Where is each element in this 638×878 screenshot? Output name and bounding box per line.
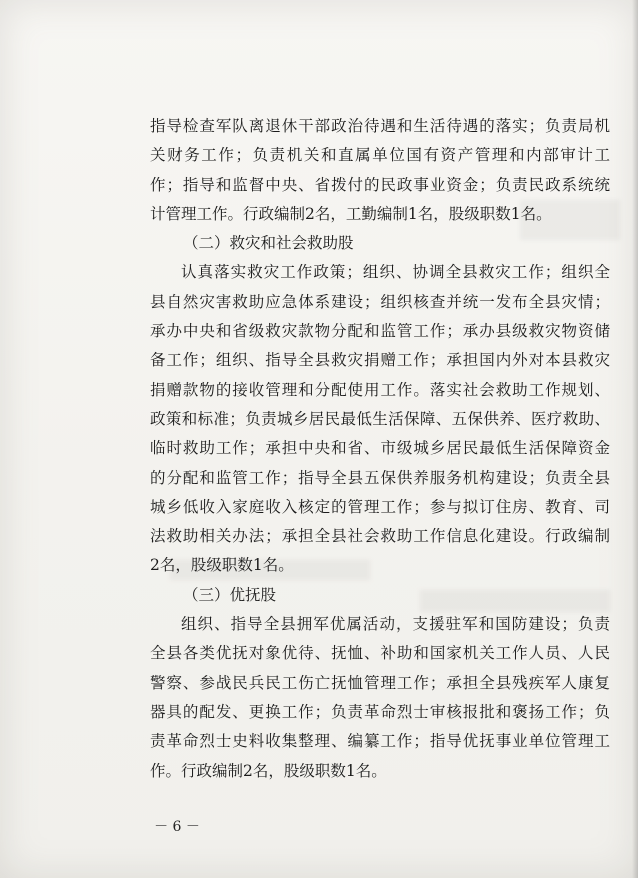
para3-line-2: 全县各类优抚对象优待、抚恤、补助和国家机关工作人员、人民 <box>150 644 610 663</box>
para3-line-6: 作。行政编制2名，股级职数1名。 <box>150 761 387 780</box>
para1-line-2: 关财务工作；负责机关和直属单位国有资产管理和内部审计工 <box>150 146 610 165</box>
para2-line-10: 法救助相关办法；承担全县社会救助工作信息化建设。行政编制 <box>150 527 610 546</box>
para2-line-11: 2名，股级职数1名。 <box>150 556 294 575</box>
section-heading-disaster-relief: （二）救灾和社会救助股 <box>183 234 354 253</box>
para3-line-5: 责革命烈士史料收集整理、编纂工作；指导优抚事业单位管理工 <box>150 732 610 751</box>
para2-line-2: 县自然灾害救助应急体系建设；组织核查并统一发布全县灾情； <box>150 292 610 311</box>
para1-line-4: 计管理工作。行政编制2名，工勤编制1名，股级职数1名。 <box>150 204 552 223</box>
para2-line-5: 捐赠款物的接收管理和分配使用工作。落实社会救助工作规划、 <box>150 380 610 399</box>
body-text <box>150 112 610 786</box>
para1-line-1: 指导检查军队离退休干部政治待遇和生活待遇的落实；负责局机 <box>150 117 610 135</box>
para3-line-4: 器具的配发、更换工作；负责革命烈士审核报批和褒扬工作；负 <box>150 702 610 721</box>
para2-line-9: 城乡低收入家庭收入核定的管理工作；参与拟订住房、教育、司 <box>150 497 610 516</box>
page-number: － 6 － <box>154 819 200 835</box>
scan-edge-shadow <box>632 0 638 878</box>
para2-line-8: 的分配和监管工作；指导全县五保供养服务机构建设；负责全县 <box>150 468 610 487</box>
para3-line-1: 组织、指导全县拥军优属活动，支援驻军和国防建设；负责 <box>181 615 610 634</box>
para1-line-3: 作；指导和监督中央、省拨付的民政事业资金；负责民政系统统 <box>150 175 610 194</box>
section-heading-preferential-care: （三）优抚股 <box>183 585 277 604</box>
para2-line-6: 政策和标准；负责城乡居民最低生活保障、五保供养、医疗救助、 <box>150 409 610 428</box>
para3-line-3: 警察、参战民兵民工伤亡抚恤管理工作；承担全县残疾军人康复 <box>150 673 610 692</box>
para2-line-1: 认真落实救灾工作政策；组织、协调全县救灾工作；组织全 <box>181 263 610 282</box>
para2-line-3: 承办中央和省级救灾款物分配和监管工作；承办县级救灾物资储 <box>150 322 610 341</box>
para2-line-7: 临时救助工作；承担中央和省、市级城乡居民最低生活保障资金 <box>150 439 610 458</box>
para2-line-4: 备工作；组织、指导全县救灾捐赠工作；承担国内外对本县救灾 <box>150 351 610 370</box>
